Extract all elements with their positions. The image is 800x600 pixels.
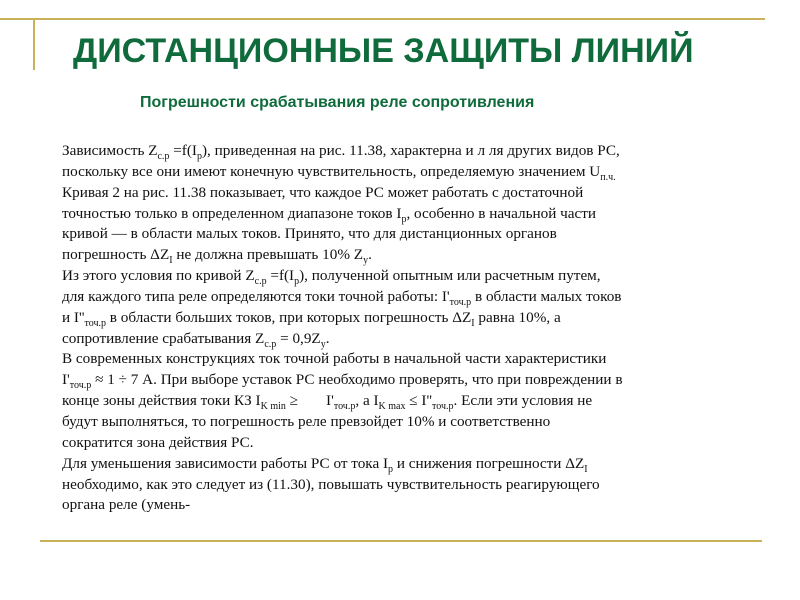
- text-line: и $I''_{точ.р}$ в области больших токов, при которых погрешность $\Delta Z_I$ равна 10%, а: [62, 308, 561, 329]
- text-line: погрешность $\Delta Z_I$ не должна превышать 10% $Z_у$.: [62, 246, 372, 267]
- text-line: поскольку все они имеют конечную чувствительность, определяемую значением $U_{п.ч.}$: [62, 162, 616, 183]
- frame-bottom-line: [40, 540, 762, 542]
- text-line: Для уменьшения зависимости работы РС от тока $I_р$ и снижения погрешности $\Delta Z_I$: [62, 454, 588, 475]
- text-line: конце зоны действия токи КЗ $I_{K min} \ge I'_{точ.р}$, а $I_{K max} \le I''_{точ.р}$. Если эти условия не: [62, 392, 593, 413]
- text-line: В современных конструкциях ток точной работы в начальной части характеристики: [62, 350, 607, 368]
- text-line: органа реле (умень-: [62, 496, 191, 514]
- text-line: необходимо, как это следует из (11.30), повышать чувствительность реагирующего: [62, 475, 600, 493]
- text-line: Зависимость $Z_{с.р} =f(I_р)$, приведенная на рис. 11.38, характерна и л ля других видов РС,: [62, 142, 620, 163]
- text-line: будут выполняться, то погрешность реле превзойдет 10% и соответственно: [62, 412, 551, 430]
- body-text: [62, 141, 762, 516]
- text-line: сократится зона действия РС.: [62, 433, 254, 451]
- text-line: Кривая 2 на рис. 11.38 показывает, что каждое РС может работать с достаточной: [62, 183, 584, 201]
- text-line: точностью только в определенном диапазоне токов $I_р$, особенно в начальной части: [62, 204, 597, 225]
- slide-title: ДИСТАНЦИОННЫЕ ЗАЩИТЫ ЛИНИЙ: [73, 32, 694, 70]
- frame-left-line: [33, 20, 35, 70]
- slide-subtitle: Погрешности срабатывания реле сопротивления: [140, 94, 535, 111]
- frame-top-line: [0, 18, 765, 20]
- text-line: Из этого условия по кривой $Z_{с.р} =f(I_р)$, полученной опытным или расчетным путем,: [62, 267, 601, 288]
- text-line: для каждого типа реле определяются токи точной работы: $I'_{точ.р}$ в области малых токов: [62, 287, 622, 308]
- text-line: $I'_{точ.р} \approx 1 \div 7$ А. При выборе уставок РС необходимо проверять, что при повреждении в: [62, 371, 623, 392]
- text-line: сопротивление срабатывания $Z_{с.р} = 0,9Z_у$.: [62, 329, 330, 350]
- text-line: кривой — в области малых токов. Принято, что для дистанционных органов: [62, 225, 557, 243]
